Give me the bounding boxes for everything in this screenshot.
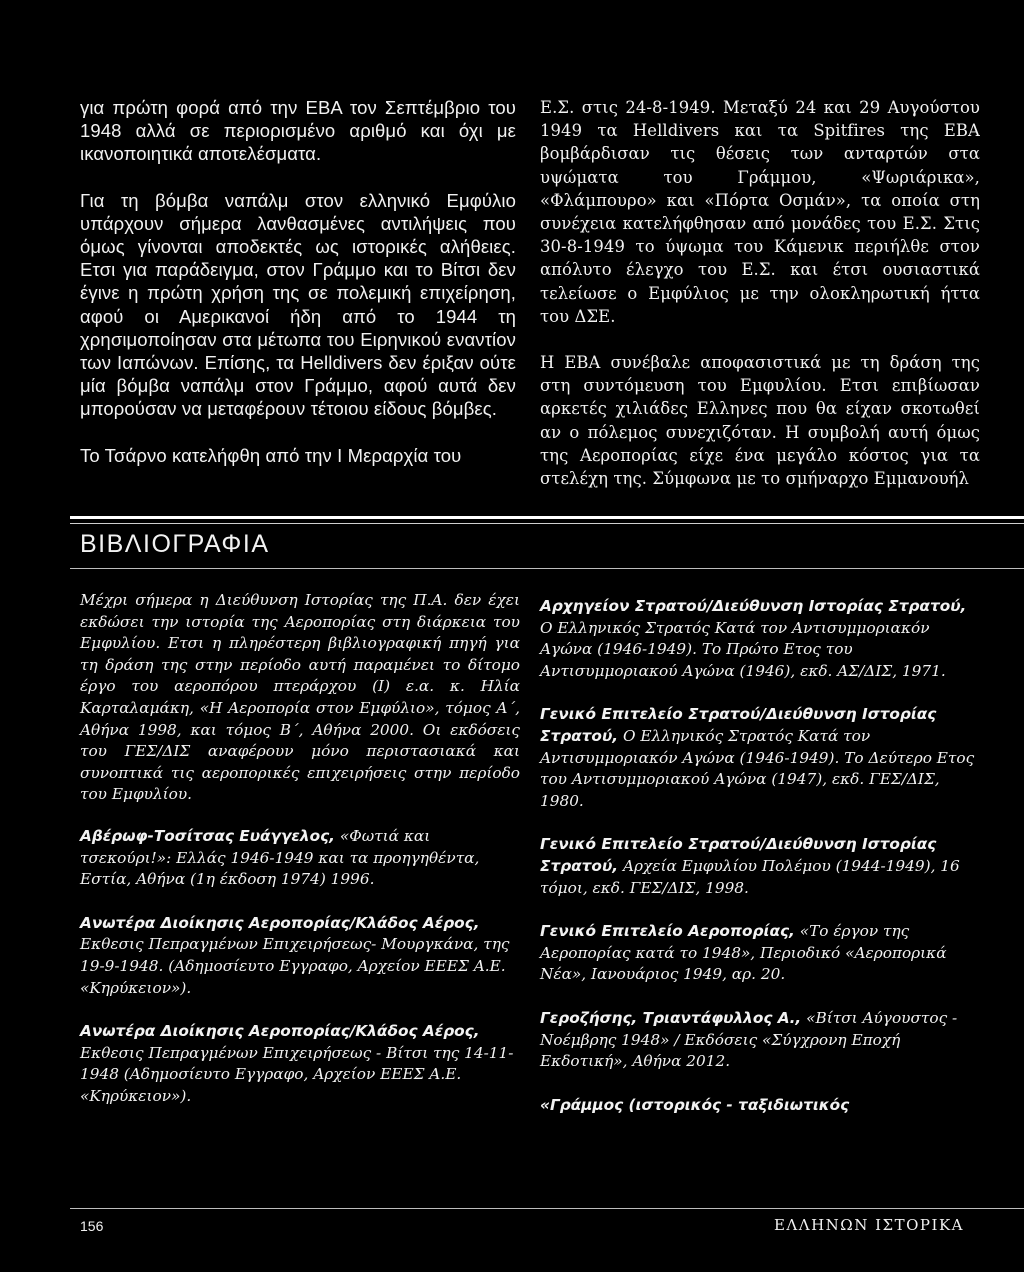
section-divider [70,516,1024,519]
bibliography-entry [540,834,980,899]
entry-author: Ανωτέρα Διοίκησις Αεροπορίας/Κλάδος Αέρος, [80,913,480,932]
bibliography-left-column [80,590,520,1129]
article-paragraph: για πρώτη φορά από την ΕΒΑ τον Σεπτέμβριο του 1948 αλλά σε περιορισμένο αριθμό και όχι με ικανοποιητικά αποτελέσματα. [80,97,516,165]
article-left-column [80,96,516,467]
page-number: 156 [80,1218,104,1234]
article-right-column [540,96,980,490]
entry-details: Εκθεσις Πεπραγμένων Επιχειρήσεως - Βίτσι της 14-11-1948 (Αδημοσίευτο Εγγραφο, Αρχείον ΕΕΕΣ Α.Ε. «Κηρύκειον»). [80,1043,514,1105]
entry-details: «Βίτσι Αύγουστος - Νοέμβρης 1948» / Εκδόσεις «Σύγχρονη Εποχή Εκδοτική», Αθήνα 2012. [540,1008,958,1071]
bibliography-intro: Μέχρι σήμερα η Διεύθυνση Ιστορίας της Π.Α. δεν έχει εκδώσει την ιστορία της Αεροπορίας στη διάρκεια του Εμφυλίου. Ετσι η πληρέστερη βιβλιογραφική πηγή για τη δράση της στην περίοδο αυτή παραμένει το δίτομο έργο του αεροπόρου πτεράρχου (Ι) ε.α. κ. Ηλία Καρταλαμάκη, «Η Αεροπορία στον Εμφύλιο», τόμος Α΄, Αθήνα 1998, και τόμος Β΄, Αθήνα 2000. Οι εκδόσεις του ΓΕΣ/ΔΙΣ αναφέρουν μόνο περιστασιακά και συνοπτικά τις αεροπορικές επιχειρήσεις στην περίοδο του Εμφυλίου. [80,591,520,804]
section-divider-thin [70,523,1024,524]
bibliography-entry [80,826,520,891]
bibliography-entry [80,913,520,999]
bibliography-entry [540,1008,980,1073]
entry-author: Γενικό Επιτελείο Αεροπορίας, [540,922,795,941]
entry-details: «Το έργον της Αεροπορίας κατά το 1948», Περιοδικό «Αεροπορικά Νέα», Ιανουάριος 1949, αρ. 20. [540,922,947,984]
entry-author: Γενικό Επιτελείο Στρατού/Διεύθυνση Ιστορίας Στρατού, [540,705,937,745]
bibliography-heading: ΒΙΒΛΙΟΓΡΑΦΙΑ [80,530,270,558]
bibliography-entry [540,704,980,812]
bibliography-right-column [540,596,980,1138]
footer-rule [70,1208,1024,1209]
entry-details: Εκθεσις Πεπραγμένων Επιχειρήσεως- Μουργκάνα, της 19-9-1948. (Αδημοσίευτο Εγγραφο, Αρχείον ΕΕΕΣ Α.Ε. «Κηρύκειον»). [80,935,510,997]
article-paragraph: Η ΕΒΑ συνέβαλε αποφασιστικά με τη δράση της στη συντόμευση του Εμφυλίου. Ετσι επιβίωσαν αρκετές χιλιάδες Ελληνες που θα είχαν σκοτωθεί αν ο πόλεμος συνεχιζόταν. Η συμβολή αυτή όμως της Αεροπορίας είχε ένα μεγάλο κόστος για τα στελέχη της. Σύμφωνα με το σμήναρχο Εμμανουήλ [540,353,980,489]
entry-author: Γεροζήσης, Τριαντάφυλλος Α., [540,1008,802,1027]
entry-author: Αβέρωφ-Τοσίτσας Ευάγγελος, [80,826,335,845]
entry-author: Ανωτέρα Διοίκησις Αεροπορίας/Κλάδος Αέρος, [80,1022,480,1041]
article-paragraph: Για τη βόμβα ναπάλμ στον ελληνικό Εμφύλιο υπάρχουν σήμερα λανθασμένες αντιλήψεις που όμως γίνονται αποδεκτές ως ιστορικές αλήθειες. Ετσι για παράδειγμα, στον Γράμμο και το Βίτσι δεν έγινε η πρώτη χρήση της σε πολεμική επιχείρηση, αφού οι Αμερικανοί ήδη από το 1944 τη χρησιμοποίησαν στα μέτωπα του Ειρηνικού εναντίον των Ιαπώνων. Επίσης, τα Helldivers δεν έριξαν ούτε μία βόμβα ναπάλμ στον Γράμμο, αφού αυτά δεν μπορούσαν να μεταφέρουν τέτοιου είδους βόμβες. [80,189,516,420]
entry-details: Ο Ελληνικός Στρατός Κατά τον Αντισυμμοριακόν Αγώνα (1946-1949). Το Δεύτερο Ετος του Αντισυμμοριακού Αγώνα (1947), εκδ. ΓΕΣ/ΔΙΣ, 1980. [540,726,975,810]
bibliography-entry [540,596,980,682]
entry-details: Αρχεία Εμφυλίου Πολέμου (1944-1949), 16 τόμοι, εκδ. ΓΕΣ/ΔΙΣ, 1998. [540,856,960,897]
bibliography-entry [540,921,980,986]
journal-title: ΕΛΛΗΝΩΝ ΙΣΤΟΡΙΚΑ [773,1216,964,1234]
heading-underline [70,568,1024,569]
bibliography-entry [540,1095,980,1117]
entry-details: Ο Ελληνικός Στρατός Κατά τον Αντισυμμοριακόν Αγώνα (1946-1949). Το Πρώτο Ετος του Αντισυμμοριακού Αγώνα (1946), εκδ. ΑΣ/ΔΙΣ, 1971. [540,618,946,680]
entry-author: Αρχηγείον Στρατού/Διεύθυνση Ιστορίας Στρατού, [540,597,967,615]
article-paragraph: Ε.Σ. στις 24-8-1949. Μεταξύ 24 και 29 Αυγούστου 1949 τα Helldivers και τα Spitfires της ΕΒΑ βομβάρδισαν τις θέσεις των ανταρτών στα υψώματα του Γράμμου, «Ψωριάρικα», «Φλάμπουρο» και «Πόρτα Οσμάν», τα οποία στη συνέχεια κατελήφθησαν από μονάδες του Ε.Σ. Στις 30-8-1949 το ύψωμα του Κάμενικ περιήλθε στον απόλυτο έλεγχο του Ε.Σ. και έτσι ουσιαστικά τελείωσε ο Εμφύλιος με την ολοκληρωτική ήττα του ΔΣΕ. [540,98,980,326]
entry-author: Γενικό Επιτελείο Στρατού/Διεύθυνση Ιστορίας Στρατού, [540,835,937,875]
article-paragraph: Το Τσάρνο κατελήφθη από την Ι Μεραρχία του [80,444,462,466]
entry-details: «Φωτιά και τσεκούρι!»: Ελλάς 1946-1949 και τα προηγηθέντα, Εστία, Αθήνα (1η έκδοση 1974) 1996. [80,826,480,889]
entry-author: «Γράμμος (ιστορικός - ταξιδιωτικός [540,1095,850,1114]
bibliography-entry [80,1021,520,1107]
